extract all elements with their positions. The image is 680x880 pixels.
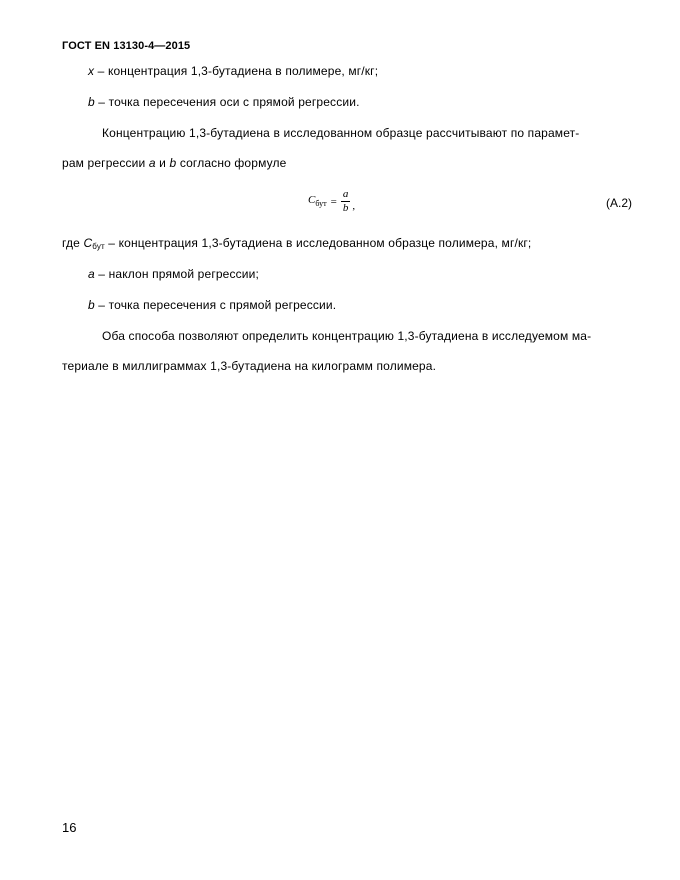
formula-numerator: a xyxy=(342,188,349,200)
paragraph2-line1: Оба способа позволяют определить концентрацию 1,3-бутадиена в исследуемом ма- xyxy=(102,329,592,343)
formula-lhs xyxy=(308,194,327,208)
text-run: где xyxy=(62,236,84,250)
variable-b: b xyxy=(169,156,177,170)
definition-symbol: a xyxy=(88,267,95,281)
variable-a: a xyxy=(148,156,156,170)
formula-a2 xyxy=(308,188,355,215)
where-line xyxy=(62,236,531,251)
where-text: – концентрация 1,3-бутадиена в исследованном образце полимера, мг/кг; xyxy=(104,236,532,250)
definition-x xyxy=(88,64,378,78)
definition-symbol: b xyxy=(88,95,95,109)
paragraph1-line2 xyxy=(62,156,286,170)
formula-equals: = xyxy=(330,195,337,208)
formula-comma: , xyxy=(352,199,356,212)
definition-text: – точка пересечения с прямой регрессии. xyxy=(94,298,337,312)
definition-text: – концентрация 1,3-бутадиена в полимере, мг/кг; xyxy=(94,64,379,78)
where-symbol: C xyxy=(83,236,93,250)
definition-text: – точка пересечения оси с прямой регрессии. xyxy=(94,95,360,109)
definition-a xyxy=(88,267,259,281)
definition-b-top xyxy=(88,95,360,109)
text-run: и xyxy=(155,156,170,170)
text-run: рам регрессии xyxy=(62,156,149,170)
text-run: согласно формуле xyxy=(176,156,287,170)
formula-lhs-symbol: C xyxy=(308,194,316,207)
document-header-code: ГОСТ EN 13130-4—2015 xyxy=(62,40,191,52)
paragraph1-line1: Концентрацию 1,3-бутадиена в исследованном образце рассчитывают по парамет- xyxy=(102,126,580,140)
page-number: 16 xyxy=(62,820,77,835)
paragraph2-line2: териале в миллиграммах 1,3-бутадиена на килограмм полимера. xyxy=(62,359,437,373)
definition-symbol: b xyxy=(88,298,95,312)
definition-symbol: x xyxy=(88,64,95,78)
equation-number: (А.2) xyxy=(606,196,633,210)
definition-text: – наклон прямой регрессии; xyxy=(94,267,259,281)
formula-denominator: b xyxy=(342,202,349,214)
where-subscript: бут xyxy=(92,242,105,251)
formula-fraction xyxy=(341,188,351,215)
formula-lhs-subscript: бут xyxy=(315,199,327,209)
definition-b-bottom xyxy=(88,298,336,312)
